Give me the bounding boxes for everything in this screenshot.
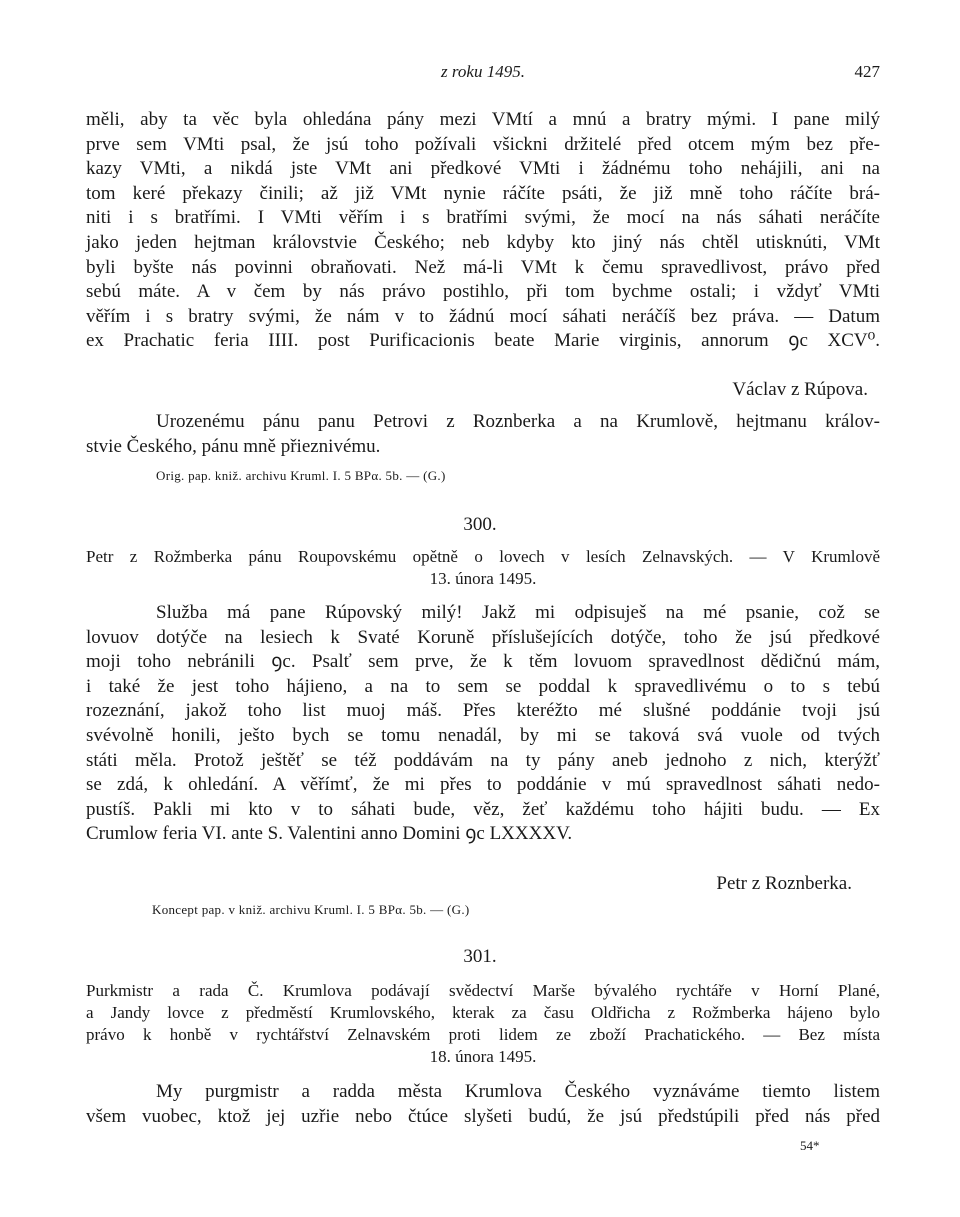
text-line: Služba má pane Rúpovský milý! Jakž mi odpisuješ na mé psanie, což se bbox=[156, 602, 880, 623]
text-line: byli byšte nás povinni obraňovati. Než má-li VMt k čemu spravedlivost, právo před bbox=[86, 256, 880, 278]
doc299-body bbox=[86, 108, 880, 354]
text-line: státi měla. Protož ještěť se též poddávám na ty pány aneb jednoho z nich, kterýžť bbox=[86, 749, 880, 771]
text-line: rozeznání, jakož toho list muoj máš. Přes kteréžto mé slušné poddánie tvoji jsú bbox=[86, 700, 880, 722]
text-line: sebú máte. A v čem by nás právo postihlo, při tom bychme ostali; i vždyť VMti bbox=[86, 281, 880, 303]
text-line: kazy VMti, a nikdá jste VMt ani předkové VMti i žádnému toho nehájili, ani na bbox=[86, 158, 880, 180]
regest-line: Petr z Rožmberka pánu Roupovskému opětně o lovech v lesích Zelnavských. — V Krumlově bbox=[86, 547, 880, 566]
text-line: moji toho nebránili ꝯc. Psalť sem prve, že k těm lovuom spravedlnost dědičnú mám, bbox=[86, 651, 880, 673]
text-line: se zdá, k ohledání. A věřímť, že mi přes to poddánie v mú spravedlnost sáhati nedo- bbox=[86, 774, 880, 796]
doc300-regest bbox=[86, 546, 880, 590]
text-line: jako jeden hejtman královstvie Českého; neb kdyby kto jiný nás chtěl utisknúti, VMt bbox=[86, 231, 880, 253]
signature-mark: 54* bbox=[800, 1138, 820, 1153]
text-line: lovuov dotýče na lesiech k Svaté Koruně příslušejících dotýče, toho že jsú předkové bbox=[86, 626, 880, 648]
signature: Václav z Rúpova. bbox=[732, 379, 868, 400]
doc299-signature bbox=[86, 378, 876, 403]
regest-line: Purkmistr a rada Č. Krumlova podávají svědectví Marše bývalého rychtáře v Horní Plané, bbox=[86, 981, 880, 1000]
text-line: věřím i s bratry svými, že nám v to žádnú mocí sáhati neráčíš bez práva. — Datum bbox=[86, 305, 880, 327]
doc301-body bbox=[86, 1080, 880, 1129]
source-note: Orig. pap. kniž. archivu Kruml. I. 5 BPα. 5b. — (G.) bbox=[156, 468, 446, 483]
doc299-address bbox=[86, 410, 880, 459]
text-line: svévolně honili, ješto bych se tomu nenadál, by mi se taková svá vuole od tvých bbox=[86, 724, 880, 746]
text-line: pustíš. Pakli mi kto v to sáhati bude, věz, žeť každému toho hájiti budu. — Ex bbox=[86, 798, 880, 820]
regest-line: právo k honbě v rychtářství Zelnavském proti lidem ze zboží Prachatického. — Bez místa bbox=[86, 1025, 880, 1044]
text-line: ex Prachatic feria IIII. post Purificacionis beate Marie virginis, annorum ꝯc XCV⁰. bbox=[86, 330, 880, 352]
signature: Petr z Roznberka. bbox=[716, 873, 852, 894]
text-line: My purgmistr a radda města Krumlova Českého vyznáváme tiemto listem bbox=[156, 1081, 880, 1102]
running-title: z roku 1495. bbox=[441, 62, 525, 81]
regest-date: 13. února 1495. bbox=[429, 569, 537, 588]
text-line: měli, aby ta věc byla ohledána pány mezi VMtí a mnú a bratry mými. I pane milý bbox=[86, 109, 880, 130]
document-number: 300. bbox=[463, 514, 497, 535]
regest-date: 18. února 1495. bbox=[429, 1047, 537, 1066]
page-number: 427 bbox=[854, 62, 880, 81]
regest-line: a Jandy lovce z předměstí Krumlovského, kterak za času Oldřicha z Rožmberka hájeno bylo bbox=[86, 1003, 880, 1022]
text-line: i také že jest toho hájieno, a na to sem se poddal k spravedlivému o to s tebú bbox=[86, 675, 880, 697]
text-line: všem vuobec, ktož jej uzřie nebo čtúce slyšeti budú, že jsú předstúpili před nás před bbox=[86, 1105, 880, 1127]
text-line: tom keré překazy činili; až již VMt nynie ráčíte psáti, že již mně toho ráčíte brá- bbox=[86, 182, 880, 204]
doc300-body bbox=[86, 601, 880, 847]
address-line: stvie Českého, pánu mně přieznivému. bbox=[86, 435, 381, 457]
address-line: Urozenému pánu panu Petrovi z Roznberka a na Krumlově, hejtmanu králov- bbox=[156, 411, 880, 432]
source-note: Koncept pap. v kniž. archivu Kruml. I. 5 BPα. 5b. — (G.) bbox=[152, 902, 470, 917]
text-line: niti i s bratřími. I VMti věřím i s bratřími svými, že mocí na nás sáhati neráčíte bbox=[86, 207, 880, 229]
document-number: 301. bbox=[463, 946, 497, 967]
doc301-regest bbox=[86, 980, 880, 1068]
text-line: Crumlow feria VI. ante S. Valentini anno Domini ꝯc LXXXXV. bbox=[86, 823, 573, 845]
doc300-signature bbox=[86, 872, 852, 897]
text-line: prve sem VMti psal, že jsú toho požívali všickni držitelé před otcem mým bez pře- bbox=[86, 133, 880, 155]
running-header bbox=[86, 62, 880, 88]
